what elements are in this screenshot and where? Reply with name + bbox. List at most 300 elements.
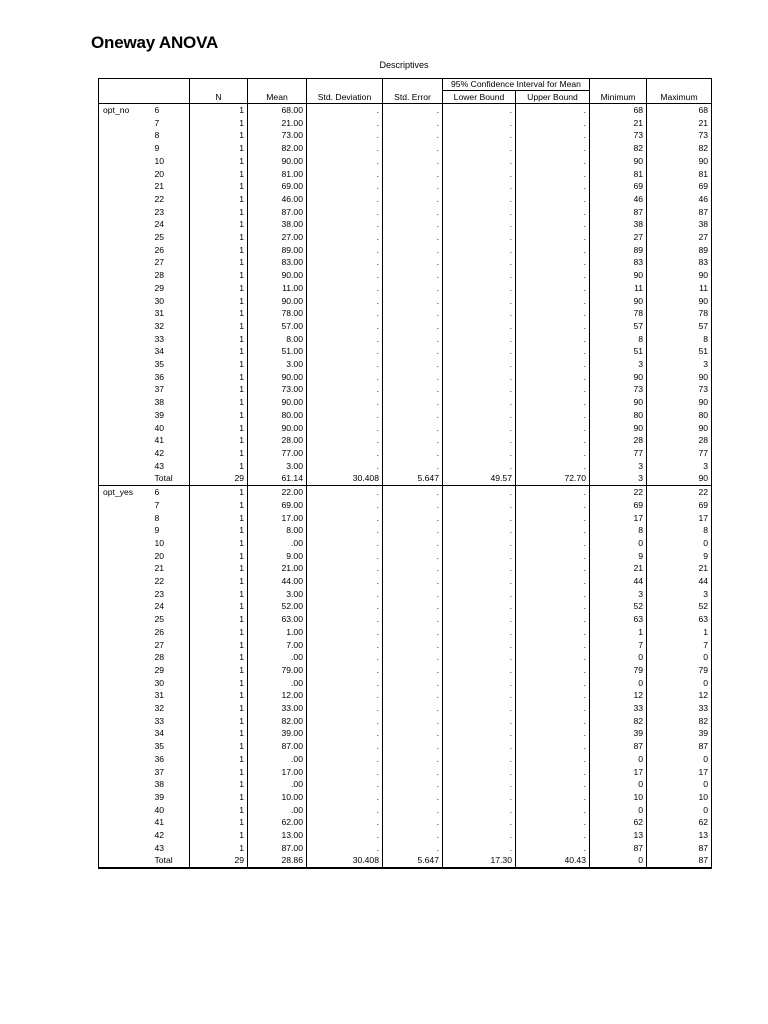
- cell-upper-bound: .: [516, 295, 590, 308]
- cell-maximum: 3: [647, 588, 712, 601]
- cell-maximum: 21: [647, 117, 712, 130]
- cell-maximum: 10: [647, 791, 712, 804]
- table-row: [99, 295, 712, 308]
- cell-maximum: 69: [647, 180, 712, 193]
- cell-std-error: .: [383, 702, 443, 715]
- cell-maximum: 73: [647, 129, 712, 142]
- table-row: [99, 575, 712, 588]
- cell-std-deviation: .: [307, 524, 383, 537]
- row-group-label: [99, 434, 149, 447]
- cell-upper-bound: .: [516, 550, 590, 563]
- cell-upper-bound: .: [516, 231, 590, 244]
- header-mean: Mean: [248, 79, 307, 104]
- cell-upper-bound: .: [516, 600, 590, 613]
- cell-upper-bound: .: [516, 766, 590, 779]
- cell-std-deviation: .: [307, 155, 383, 168]
- row-group-label: [99, 269, 149, 282]
- cell-upper-bound: .: [516, 639, 590, 652]
- cell-minimum: 89: [590, 244, 647, 257]
- cell-maximum: 28: [647, 434, 712, 447]
- cell-lower-bound: .: [443, 664, 516, 677]
- cell-upper-bound: .: [516, 842, 590, 855]
- cell-minimum: 82: [590, 142, 647, 155]
- cell-minimum: 0: [590, 778, 647, 791]
- cell-n: 1: [190, 180, 248, 193]
- cell-level: 23: [149, 588, 190, 601]
- row-group-label: [99, 129, 149, 142]
- cell-n: 1: [190, 816, 248, 829]
- cell-maximum: 52: [647, 600, 712, 613]
- cell-lower-bound: .: [443, 320, 516, 333]
- cell-lower-bound: .: [443, 180, 516, 193]
- cell-maximum: 8: [647, 524, 712, 537]
- header-std-deviation: Std. Deviation: [307, 79, 383, 104]
- cell-std-error: .: [383, 727, 443, 740]
- cell-lower-bound: .: [443, 206, 516, 219]
- cell-lower-bound: .: [443, 486, 516, 499]
- cell-mean: 28.00: [248, 434, 307, 447]
- table-row: [99, 244, 712, 257]
- cell-maximum: 11: [647, 282, 712, 295]
- table-row: [99, 537, 712, 550]
- cell-minimum: 79: [590, 664, 647, 677]
- header-maximum: Maximum: [647, 79, 712, 104]
- cell-maximum: 90: [647, 396, 712, 409]
- cell-n: 1: [190, 499, 248, 512]
- cell-n: 1: [190, 588, 248, 601]
- cell-mean: 51.00: [248, 345, 307, 358]
- cell-std-error: .: [383, 218, 443, 231]
- row-group-label: [99, 804, 149, 817]
- row-group-label: [99, 447, 149, 460]
- row-group-label: [99, 626, 149, 639]
- cell-lower-bound: .: [443, 155, 516, 168]
- cell-n: 1: [190, 550, 248, 563]
- cell-std-deviation: .: [307, 282, 383, 295]
- table-row: [99, 588, 712, 601]
- row-group-label: [99, 639, 149, 652]
- row-group-label: [99, 460, 149, 473]
- cell-mean: 3.00: [248, 358, 307, 371]
- cell-minimum: 28: [590, 434, 647, 447]
- cell-minimum: 90: [590, 269, 647, 282]
- cell-lower-bound: .: [443, 447, 516, 460]
- cell-mean: 87.00: [248, 842, 307, 855]
- cell-level: 20: [149, 168, 190, 181]
- cell-std-error: .: [383, 766, 443, 779]
- cell-n: 1: [190, 282, 248, 295]
- cell-lower-bound: .: [443, 422, 516, 435]
- cell-upper-bound: .: [516, 218, 590, 231]
- cell-upper-bound: .: [516, 512, 590, 525]
- cell-mean: 10.00: [248, 791, 307, 804]
- cell-std-error: .: [383, 816, 443, 829]
- cell-std-error: .: [383, 434, 443, 447]
- cell-lower-bound: .: [443, 295, 516, 308]
- cell-n: 1: [190, 117, 248, 130]
- row-group-label: [99, 396, 149, 409]
- cell-mean: 17.00: [248, 512, 307, 525]
- row-group-label: [99, 562, 149, 575]
- cell-maximum: 0: [647, 753, 712, 766]
- cell-std-deviation: .: [307, 434, 383, 447]
- cell-level: 6: [149, 104, 190, 117]
- cell-level: 9: [149, 142, 190, 155]
- cell-mean: 1.00: [248, 626, 307, 639]
- cell-n: 1: [190, 155, 248, 168]
- row-group-label: [99, 689, 149, 702]
- cell-mean: 69.00: [248, 499, 307, 512]
- cell-maximum: 90: [647, 472, 712, 485]
- cell-n: 1: [190, 524, 248, 537]
- cell-std-deviation: .: [307, 383, 383, 396]
- cell-lower-bound: .: [443, 575, 516, 588]
- cell-lower-bound: .: [443, 626, 516, 639]
- row-group-label: [99, 218, 149, 231]
- row-group-label: [99, 472, 149, 485]
- cell-maximum: 0: [647, 677, 712, 690]
- cell-upper-bound: .: [516, 129, 590, 142]
- cell-std-error: .: [383, 104, 443, 117]
- table-row: [99, 460, 712, 473]
- cell-lower-bound: .: [443, 512, 516, 525]
- cell-level: 37: [149, 383, 190, 396]
- cell-n: 1: [190, 142, 248, 155]
- cell-minimum: 46: [590, 193, 647, 206]
- table-row: [99, 155, 712, 168]
- cell-minimum: 87: [590, 842, 647, 855]
- cell-lower-bound: .: [443, 639, 516, 652]
- cell-std-deviation: 30.408: [307, 472, 383, 485]
- cell-lower-bound: .: [443, 804, 516, 817]
- cell-std-deviation: .: [307, 231, 383, 244]
- cell-std-error: .: [383, 829, 443, 842]
- cell-lower-bound: .: [443, 256, 516, 269]
- cell-lower-bound: .: [443, 345, 516, 358]
- cell-n: 1: [190, 358, 248, 371]
- cell-n: 1: [190, 829, 248, 842]
- cell-n: 1: [190, 104, 248, 117]
- cell-std-error: .: [383, 486, 443, 499]
- cell-minimum: 12: [590, 689, 647, 702]
- cell-lower-bound: .: [443, 778, 516, 791]
- cell-std-error: .: [383, 639, 443, 652]
- cell-minimum: 63: [590, 613, 647, 626]
- cell-maximum: 80: [647, 409, 712, 422]
- table-row: [99, 383, 712, 396]
- cell-maximum: 78: [647, 307, 712, 320]
- cell-std-error: .: [383, 677, 443, 690]
- cell-maximum: 3: [647, 358, 712, 371]
- cell-level: 36: [149, 371, 190, 384]
- row-group-label: [99, 575, 149, 588]
- cell-lower-bound: .: [443, 600, 516, 613]
- cell-maximum: 87: [647, 740, 712, 753]
- header-std-error: Std. Error: [383, 79, 443, 104]
- cell-minimum: 8: [590, 333, 647, 346]
- table-row: [99, 269, 712, 282]
- cell-upper-bound: .: [516, 180, 590, 193]
- cell-level: 31: [149, 307, 190, 320]
- row-group-label: [99, 168, 149, 181]
- cell-lower-bound: .: [443, 829, 516, 842]
- cell-std-error: .: [383, 689, 443, 702]
- cell-upper-bound: .: [516, 358, 590, 371]
- cell-std-error: .: [383, 129, 443, 142]
- cell-upper-bound: .: [516, 613, 590, 626]
- cell-level: 36: [149, 753, 190, 766]
- cell-std-deviation: .: [307, 269, 383, 282]
- cell-level: 21: [149, 180, 190, 193]
- cell-lower-bound: .: [443, 562, 516, 575]
- table-row: [99, 842, 712, 855]
- cell-maximum: 87: [647, 854, 712, 868]
- cell-upper-bound: .: [516, 104, 590, 117]
- cell-maximum: 0: [647, 537, 712, 550]
- cell-mean: 52.00: [248, 600, 307, 613]
- cell-minimum: 3: [590, 588, 647, 601]
- row-group-label: [99, 524, 149, 537]
- row-group-label: [99, 333, 149, 346]
- table-row: [99, 499, 712, 512]
- row-group-label: [99, 307, 149, 320]
- cell-minimum: 68: [590, 104, 647, 117]
- cell-std-deviation: .: [307, 358, 383, 371]
- cell-std-deviation: .: [307, 307, 383, 320]
- cell-mean: .00: [248, 537, 307, 550]
- cell-maximum: 82: [647, 715, 712, 728]
- cell-upper-bound: .: [516, 193, 590, 206]
- table-row: [99, 168, 712, 181]
- cell-level: 34: [149, 345, 190, 358]
- cell-std-deviation: .: [307, 562, 383, 575]
- cell-n: 1: [190, 664, 248, 677]
- cell-level: 8: [149, 129, 190, 142]
- cell-std-deviation: .: [307, 396, 383, 409]
- cell-lower-bound: .: [443, 842, 516, 855]
- cell-n: 1: [190, 460, 248, 473]
- cell-mean: 73.00: [248, 383, 307, 396]
- cell-level: 39: [149, 409, 190, 422]
- cell-maximum: 8: [647, 333, 712, 346]
- cell-mean: 82.00: [248, 715, 307, 728]
- cell-minimum: 33: [590, 702, 647, 715]
- cell-mean: 28.86: [248, 854, 307, 868]
- cell-mean: 8.00: [248, 333, 307, 346]
- cell-std-deviation: .: [307, 117, 383, 130]
- cell-std-error: .: [383, 371, 443, 384]
- cell-std-deviation: .: [307, 142, 383, 155]
- cell-mean: 33.00: [248, 702, 307, 715]
- cell-std-error: 5.647: [383, 472, 443, 485]
- table-row: [99, 320, 712, 333]
- cell-std-error: .: [383, 396, 443, 409]
- row-group-label: [99, 613, 149, 626]
- cell-upper-bound: .: [516, 816, 590, 829]
- cell-level: 43: [149, 842, 190, 855]
- cell-mean: 63.00: [248, 613, 307, 626]
- cell-upper-bound: .: [516, 282, 590, 295]
- cell-maximum: 90: [647, 422, 712, 435]
- cell-minimum: 39: [590, 727, 647, 740]
- row-group-label: [99, 155, 149, 168]
- cell-maximum: 83: [647, 256, 712, 269]
- table-row: [99, 524, 712, 537]
- cell-std-error: .: [383, 842, 443, 855]
- cell-n: 1: [190, 791, 248, 804]
- cell-level: 23: [149, 206, 190, 219]
- cell-mean: 38.00: [248, 218, 307, 231]
- table-row: [99, 664, 712, 677]
- cell-n: 1: [190, 727, 248, 740]
- cell-minimum: 0: [590, 854, 647, 868]
- cell-maximum: 13: [647, 829, 712, 842]
- row-group-label: [99, 512, 149, 525]
- cell-mean: 90.00: [248, 422, 307, 435]
- row-group-label: [99, 537, 149, 550]
- cell-maximum: 79: [647, 664, 712, 677]
- table-row: [99, 231, 712, 244]
- cell-lower-bound: .: [443, 168, 516, 181]
- cell-upper-bound: .: [516, 588, 590, 601]
- cell-mean: 80.00: [248, 409, 307, 422]
- cell-std-error: .: [383, 626, 443, 639]
- cell-maximum: 1: [647, 626, 712, 639]
- cell-level: 34: [149, 727, 190, 740]
- cell-lower-bound: .: [443, 434, 516, 447]
- cell-level: 28: [149, 651, 190, 664]
- cell-n: 1: [190, 537, 248, 550]
- cell-std-error: .: [383, 524, 443, 537]
- cell-lower-bound: .: [443, 333, 516, 346]
- table-row: [99, 766, 712, 779]
- cell-maximum: 82: [647, 142, 712, 155]
- cell-upper-bound: .: [516, 422, 590, 435]
- cell-upper-bound: .: [516, 664, 590, 677]
- table-row: [99, 626, 712, 639]
- cell-std-deviation: .: [307, 460, 383, 473]
- table-row: [99, 409, 712, 422]
- cell-maximum: 57: [647, 320, 712, 333]
- cell-maximum: 12: [647, 689, 712, 702]
- header-confidence-interval: 95% Confidence Interval for Mean: [443, 79, 590, 91]
- cell-n: 1: [190, 804, 248, 817]
- cell-level: 32: [149, 702, 190, 715]
- cell-level: 37: [149, 766, 190, 779]
- cell-mean: 12.00: [248, 689, 307, 702]
- cell-lower-bound: .: [443, 791, 516, 804]
- row-group-label: [99, 180, 149, 193]
- cell-n: 1: [190, 512, 248, 525]
- cell-std-error: .: [383, 142, 443, 155]
- table-row: [99, 689, 712, 702]
- cell-upper-bound: .: [516, 727, 590, 740]
- cell-minimum: 0: [590, 651, 647, 664]
- cell-maximum: 27: [647, 231, 712, 244]
- cell-std-deviation: .: [307, 651, 383, 664]
- cell-upper-bound: .: [516, 383, 590, 396]
- cell-minimum: 27: [590, 231, 647, 244]
- header-n: N: [190, 79, 248, 104]
- cell-maximum: 87: [647, 842, 712, 855]
- cell-upper-bound: 72.70: [516, 472, 590, 485]
- page-title: Oneway ANOVA: [91, 33, 219, 52]
- cell-level: 40: [149, 422, 190, 435]
- row-group-label: [99, 320, 149, 333]
- cell-std-deviation: .: [307, 677, 383, 690]
- cell-mean: 61.14: [248, 472, 307, 485]
- cell-minimum: 7: [590, 639, 647, 652]
- table-row: [99, 117, 712, 130]
- row-group-label: [99, 282, 149, 295]
- cell-std-deviation: .: [307, 193, 383, 206]
- cell-std-error: .: [383, 409, 443, 422]
- cell-upper-bound: .: [516, 651, 590, 664]
- cell-std-deviation: .: [307, 600, 383, 613]
- cell-std-error: .: [383, 155, 443, 168]
- cell-mean: 79.00: [248, 664, 307, 677]
- cell-minimum: 73: [590, 383, 647, 396]
- cell-std-deviation: .: [307, 486, 383, 499]
- cell-mean: 21.00: [248, 562, 307, 575]
- cell-n: 1: [190, 613, 248, 626]
- cell-lower-bound: .: [443, 613, 516, 626]
- row-group-label: [99, 371, 149, 384]
- cell-level: 25: [149, 231, 190, 244]
- row-group-label: [99, 651, 149, 664]
- cell-level: Total: [149, 854, 190, 868]
- cell-n: 1: [190, 244, 248, 257]
- row-group-label: [99, 854, 149, 868]
- cell-lower-bound: .: [443, 727, 516, 740]
- cell-level: 22: [149, 575, 190, 588]
- cell-mean: .00: [248, 677, 307, 690]
- cell-std-deviation: .: [307, 218, 383, 231]
- cell-maximum: 68: [647, 104, 712, 117]
- cell-std-error: .: [383, 244, 443, 257]
- cell-upper-bound: .: [516, 486, 590, 499]
- cell-minimum: 10: [590, 791, 647, 804]
- cell-std-deviation: .: [307, 753, 383, 766]
- cell-std-deviation: .: [307, 295, 383, 308]
- cell-minimum: 44: [590, 575, 647, 588]
- row-group-label: [99, 142, 149, 155]
- cell-maximum: 81: [647, 168, 712, 181]
- cell-n: 1: [190, 193, 248, 206]
- cell-minimum: 52: [590, 600, 647, 613]
- cell-std-deviation: 30.408: [307, 854, 383, 868]
- cell-std-error: .: [383, 168, 443, 181]
- cell-std-error: .: [383, 715, 443, 728]
- cell-upper-bound: .: [516, 677, 590, 690]
- cell-std-deviation: .: [307, 664, 383, 677]
- cell-std-error: .: [383, 613, 443, 626]
- cell-upper-bound: .: [516, 320, 590, 333]
- cell-lower-bound: .: [443, 524, 516, 537]
- cell-std-deviation: .: [307, 371, 383, 384]
- cell-lower-bound: .: [443, 383, 516, 396]
- cell-lower-bound: .: [443, 816, 516, 829]
- cell-upper-bound: .: [516, 155, 590, 168]
- cell-std-deviation: .: [307, 804, 383, 817]
- cell-upper-bound: .: [516, 524, 590, 537]
- cell-maximum: 0: [647, 651, 712, 664]
- cell-level: 32: [149, 320, 190, 333]
- row-group-label: [99, 740, 149, 753]
- table-row: [99, 753, 712, 766]
- cell-level: 24: [149, 600, 190, 613]
- cell-lower-bound: .: [443, 129, 516, 142]
